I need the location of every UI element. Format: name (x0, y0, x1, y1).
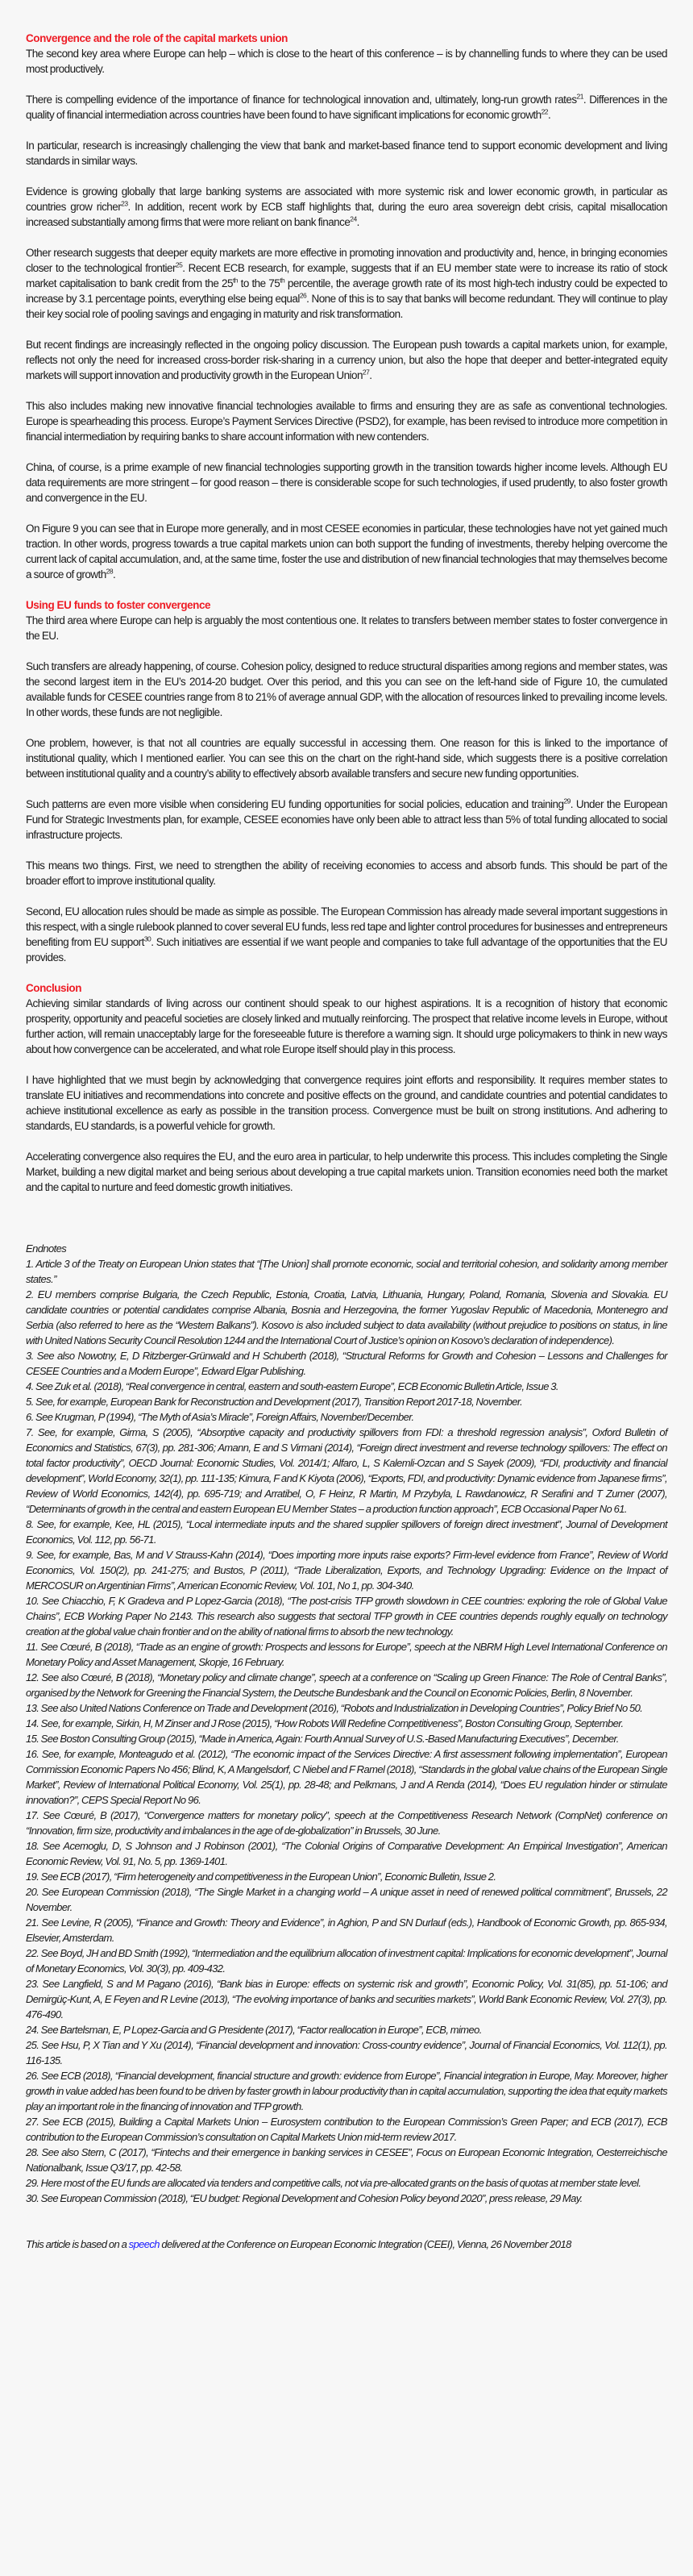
text-run: On Figure 9 you can see that in Europe more generally, and in most CESEE economies in particular, these technologies have not yet gained much traction. In other words, progress towards a true capital markets union can both support the funding of investments, thereby helping overcome the current lack of capital accumulation, and, at the same time, foster the use and distribution of new financial technologies that may themselves become a source of growth (26, 522, 667, 581)
footnote-ref: th (232, 276, 238, 285)
endnote-item: 5. See, for example, European Bank for Reconstruction and Development (2017), Transition Report 2017-18, November. (26, 1396, 523, 1408)
section-heading: Using EU funds to foster convergence (26, 599, 211, 611)
footnote-ref: 23 (121, 199, 128, 208)
endnote-item: 8. See, for example, Kee, HL (2015), “Local intermediate inputs and the shared supplier spillovers of foreign direct investment”, Journal of Development Economics, Vol. 112, pp. 56-71. (26, 1518, 667, 1546)
footnote-ref: 22 (541, 107, 548, 116)
text-run: There is compelling evidence of the importance of finance for technological innovation and, ultimately, long-run growth rates (26, 94, 577, 106)
footnote-ref: 21 (576, 92, 583, 101)
text-run: The second key area where Europe can help – which is close to the heart of this conference – is by channelling funds to where they can be used most productively. (26, 48, 667, 75)
endnote-item: 12. See also Cœuré, B (2018), “Monetary policy and climate change”, speech at a conference on “Scaling up Green Finance: The Role of Central Banks”, organised by the Network for Greening the Financial System, the Deutsche Bundesbank and the Council on Economic Policies, Berlin, 8 November. (26, 1671, 667, 1699)
footnote-ref: 29 (563, 797, 571, 805)
text-run: One problem, however, is that not all countries are equally successful in accessing them. One reason for this is linked to the importance of institutional quality, which I mentioned earlier. You can see this on the chart on the right-hand side, which suggests there is a positive correlation between institutional quality and a country’s ability to effectively absorb available transfers and secure new funding opportunities. (26, 737, 667, 780)
text-run: Other research suggests that deeper equity markets are more effective in promoting innovation and productivity and, hence, in bringing economies closer to the technological frontier (26, 247, 667, 274)
endnote-item: 20. See European Commission (2018), “The Single Market in a changing world – A unique asset in need of renewed political commitment”, Brussels, 22 November. (26, 1886, 667, 1913)
paragraph (26, 460, 667, 506)
paragraph (26, 46, 667, 77)
endnote-item: 4. See Zuk et al. (2018), “Real convergence in central, eastern and south-eastern Europe”, ECB Economic Bulletin Article, Issue 3. (26, 1380, 558, 1392)
endnote-item: 25. See Hsu, P, X Tian and Y Xu (2014), “Financial development and innovation: Cross-country evidence”, Journal of Financial Economics, Vol. 112(1), pp. 116-135. (26, 2039, 667, 2066)
footnote-ref: 24 (350, 214, 357, 223)
text-run: . (547, 109, 551, 121)
paragraph (26, 1149, 667, 1195)
paragraph (26, 184, 667, 230)
endnote-item: 9. See, for example, Bas, M and V Strauss-Kahn (2014), “Does importing more inputs raise exports? Firm-level evidence from France”, Review of World Economics, Vol. 150(2), pp. 241-275; and Bustos, P (2011), “Trade Liberalization, Exports, and Technology Upgrading: Evidence on the Impact of MERCOSUR on Argentinian Firms”, American Economic Review, Vol. 101, No 1, pp. 304-340. (26, 1549, 667, 1592)
endnote-item: 17. See Cœuré, B (2017), “Convergence matters for monetary policy”, speech at the Competitiveness Research Network (CompNet) conference on “Innovation, firm size, productivity and imbalances in the age of de-globalization” in Brussels, 30 June. (26, 1809, 667, 1837)
text-run: percentile, the average growth rate of its most high-tech industry could be expected to increase by 3.1 percentage points, everything else being equal (26, 277, 667, 305)
paragraph (26, 797, 667, 843)
endnote-item: 21. See Levine, R (2005), “Finance and Growth: Theory and Evidence”, in Aghion, P and SN Durlauf (eds.), Handbook of Economic Growth, pp. 865-934, Elsevier, Amsterdam. (26, 1916, 667, 1944)
endnote-item: 10. See Chiacchio, F, K Gradeva and P Lopez-Garcia (2018), “The post-crisis TFP growth slowdown in CEE countries: exploring the role of Global Value Chains”, ECB Working Paper No 2143. This research also suggests that sectoral TFP growth in CEE countries depends roughly equally on technology creation at the global value chain frontier and on the ability of national firms to absorb the new technology. (26, 1595, 667, 1638)
source-note-prefix: This article is based on a (26, 2238, 129, 2250)
endnote-item: 3. See also Nowotny, E, D Ritzberger-Grünwald and H Schuberth (2018), “Structural Reforms for Growth and Cohesion – Lessons and Challenges for CESEE Countries and a Modern Europe”, Edward Elgar Publishing. (26, 1350, 667, 1377)
text-run: . (113, 568, 116, 581)
text-run: . Differences in the quality of financial intermediation across countries have been found to have significant implications for economic growth (26, 94, 667, 121)
endnote-item: 14. See, for example, Sirkin, H, M Zinser and J Rose (2015), “How Robots Will Redefine Competitiveness”, Boston Consulting Group, September. (26, 1717, 624, 1729)
text-run: Achieving similar standards of living across our continent should speak to our highest aspirations. It is a recognition of history that economic prosperity, opportunity and peaceful societies are closely linked and mutually reinforcing. The prospect that relative income levels in Europe, without further action, will remain unacceptably large for the foreseeable future is therefore a warning sign. It should urge policymakers to think in new ways about how convergence can be accelerated, and what role Europe itself should play in this process. (26, 997, 667, 1055)
text-run: Such transfers are already happening, of course. Cohesion policy, designed to reduce structural disparities among regions and member states, was the second largest item in the EU’s 2014-20 budget. Over this period, and this you can see on the left-hand side of Figure 10, the cumulated available funds for CESEE countries range from 8 to 21% of average annual GDP, with the allocation of resources linked to prevailing income levels. In other words, these funds are not negligible. (26, 660, 667, 718)
text-run: Such patterns are even more visible when considering EU funding opportunities for social policies, education and training (26, 798, 564, 810)
endnote-list (26, 1256, 667, 2206)
endnote-item: 26. See ECB (2018), “Financial development, financial structure and growth: evidence from Europe”, Financial integration in Europe, May. Moreover, higher growth in value added has been found to be driven by faster growth in labour productivity than in capital accumulation, supporting the idea that equity markets play an important role in the financing of innovation and TFP growth. (26, 2070, 667, 2112)
paragraph (26, 138, 667, 169)
text-run: I have highlighted that we must begin by acknowledging that convergence requires joint efforts and responsibility. It requires member states to translate EU initiatives and recommendations into concrete and positive effects on the ground, and candidate countries and potential candidates to achieve institutional excellence as early as possible in the transition process. Convergence must be built on strong institutions. And adhering to standards, EU standards, is a powerful vehicle for growth. (26, 1074, 667, 1132)
section (26, 31, 667, 582)
endnote-item: 16. See, for example, Monteagudo et al. (2012), “The economic impact of the Services Directive: A first assessment following implementation”, European Commission Economic Papers No 456; Blind, K, A Mangelsdorf, C Niebel and F Ramel (2018), “Standards in the global value chains of the European Single Market”, Review of International Political Economy, Vol. 25(1), pp. 28-48; and Pelkmans, J and A Renda (2014), “Does EU regulation hinder or stimulate innovation?”, CEPS Special Report No 96. (26, 1748, 667, 1806)
endnote-item: 11. See Cœuré, B (2018), “Trade as an engine of growth: Prospects and lessons for Europe”, speech at the NBRM High Level International Conference on Monetary Policy and Asset Management, Skopje, 16 February. (26, 1641, 667, 1668)
text-run: Second, EU allocation rules should be made as simple as possible. The European Commission has already made several important suggestions in this respect, with a single rulebook planned to cover several EU funds, less red tape and lighter control procedures for businesses and entrepreneurs benefiting from EU support (26, 905, 667, 948)
source-note (26, 2237, 667, 2252)
paragraph (26, 996, 667, 1057)
paragraph (26, 735, 667, 781)
endnote-item: 29. Here most of the EU funds are allocated via tenders and competitive calls, not via pre-allocated grants on the basis of quotas at member state level. (26, 2177, 641, 2189)
footnote-ref: th (280, 276, 285, 285)
endnote-item: 13. See also United Nations Conference on Trade and Development (2016), “Robots and Industrialization in Developing Countries”, Policy Brief No 50. (26, 1702, 643, 1714)
footnote-ref: 30 (143, 934, 151, 943)
source-note-suffix: delivered at the Conference on European Economic Integration (CEEI), Vienna, 26 November 2018 (159, 2238, 571, 2250)
endnote-item: 24. See Bartelsman, E, P Lopez-Garcia and G Presidente (2017), “Factor reallocation in Europe”, ECB, mimeo. (26, 2024, 482, 2036)
text-run: Accelerating convergence also requires the EU, and the euro area in particular, to help underwrite this process. This includes completing the Single Market, building a new digital market and being serious about developing a true capital markets union. Transition economies need both the market and the capital to nurture and feed domestic growth initiatives. (26, 1151, 667, 1193)
text-run: . Under the European Fund for Strategic Investments plan, for example, CESEE economies have only been able to attract less than 5% of total funding allocated to social infrastructure projects. (26, 798, 668, 841)
endnote-item: 18. See Acemoglu, D, S Johnson and J Robinson (2001), “The Colonial Origins of Comparative Development: An Empirical Investigation”, American Economic Review, Vol. 91, No. 5, pp. 1369-1401. (26, 1840, 667, 1867)
paragraph (26, 1072, 667, 1134)
endnote-item: 15. See Boston Consulting Group (2015), “Made in America, Again: Fourth Annual Survey of U.S.-Based Manufacturing Executives”, December. (26, 1733, 619, 1745)
text-run: But recent findings are increasingly reflected in the ongoing policy discussion. The European push towards a capital markets union, for example, reflects not only the need for increased cross-border risk-sharing in a currency union, but also the hope that deeper and better-integrated equity markets will support innovation and productivity growth in the European Union (26, 339, 667, 381)
text-run: In particular, research is increasingly challenging the view that bank and market-based finance tend to support economic development and living standards in similar ways. (26, 139, 667, 167)
endnote-item: 28. See also Stern, C (2017), “Fintechs and their emergence in banking services in CESEE”, Focus on European Economic Integration, Oesterreichische Nationalbank, Issue Q3/17, pp. 42-58. (26, 2146, 667, 2174)
text-run: China, of course, is a prime example of new financial technologies supporting growth in the transition towards higher income levels. Although EU data requirements are more stringent – for good reason – there is considerable scope for such technologies, if used prudently, to also foster growth and convergence in the EU. (26, 461, 667, 504)
text-run: . Such initiatives are essential if we want people and companies to take full advantage of the opportunities that the EU provides. (26, 936, 667, 963)
footnote-ref: 27 (362, 368, 370, 377)
endnote-item: 2. EU members comprise Bulgaria, the Czech Republic, Estonia, Croatia, Latvia, Lithuania, Hungary, Poland, Romania, Slovenia and Slovakia. EU candidate countries or potential candidates comprise Albania, Bosnia and Herzegovina, the former Yugoslav Republic of Macedonia, Montenegro and Serbia (also referred to here as the “Western Balkans”). Kosovo is also included subject to data availability (without prejudice to positions on status, in line with United Nations Security Council Resolution 1244 and the International Court of Justice’s opinion on Kosovo’s declaration of independence). (26, 1288, 667, 1346)
text-run: . (369, 369, 372, 381)
section-heading: Conclusion (26, 982, 81, 994)
paragraph (26, 398, 667, 444)
paragraph (26, 858, 667, 888)
paragraph (26, 659, 667, 720)
paragraph (26, 613, 667, 643)
text-run: The third area where Europe can help is arguably the most contentious one. It relates to transfers between member states to foster convergence in the EU. (26, 614, 667, 642)
endnote-item: 22. See Boyd, JH and BD Smith (1992), “Intermediation and the equilibrium allocation of investment capital: Implications for economic development”, Journal of Monetary Economics, Vol. 30(3), pp. 409-432. (26, 1947, 667, 1975)
article-body (26, 31, 667, 1195)
section (26, 597, 667, 965)
endnotes-title: Endnotes (26, 1242, 67, 1255)
footnote-ref: 25 (175, 260, 183, 269)
paragraph (26, 337, 667, 383)
endnote-item: 30. See European Commission (2018), “EU budget: Regional Development and Cohesion Policy beyond 2020”, press release, 29 May. (26, 2192, 583, 2204)
paragraph (26, 521, 667, 582)
text-run: to the 75 (237, 277, 280, 289)
endnote-item: 19. See ECB (2017), “Firm heterogeneity and competitiveness in the European Union”, Economic Bulletin, Issue 2. (26, 1871, 496, 1883)
text-run: . Recent ECB research, for example, suggests that if an EU member state were to increase its ratio of stock market capitalisation to bank credit from the 25 (26, 262, 668, 289)
footnote-ref: 26 (299, 291, 307, 300)
text-run: Evidence is growing globally that large banking systems are associated with more systemic risk and lower economic growth, in particular as countries grow richer (26, 185, 667, 213)
paragraph (26, 92, 667, 123)
endnote-item: 23. See Langfield, S and M Pagano (2016), “Bank bias in Europe: effects on systemic risk and growth”, Economic Policy, Vol. 31(85), pp. 51-106; and Demirgüç-Kunt, A, E Feyen and R Levine (2013), “The evolving importance of banks and securities markets”, World Bank Economic Review, Vol. 27(3), pp. 476-490. (26, 1978, 667, 2020)
footnote-ref: 28 (106, 567, 114, 576)
speech-link[interactable]: speech (128, 2238, 160, 2250)
endnote-item: 6. See Krugman, P (1994), “The Myth of Asia’s Miracle”, Foreign Affairs, November/December. (26, 1411, 414, 1423)
section (26, 980, 667, 1195)
endnote-item: 1. Article 3 of the Treaty on European Union states that “[The Union] shall promote economic, social and territorial cohesion, and solidarity among member states.” (26, 1258, 667, 1285)
text-run: . (356, 216, 359, 228)
text-run: . None of this is to say that banks will become redundant. They will continue to play their key social role of pooling savings and engaging in maturity and risk transformation. (26, 293, 667, 320)
text-run: . In addition, recent work by ECB staff highlights that, during the euro area sovereign debt crisis, capital misallocation increased substantially among firms that were more reliant on bank finance (26, 201, 668, 228)
text-run: This also includes making new innovative financial technologies available to firms and ensuring they are as safe as conventional technologies. Europe is spearheading this process. Europe’s Payment Services Directive (PSD2), for example, has been revised to introduce more competition in financial intermediation by requiring banks to share account information with new contenders. (26, 400, 667, 443)
endnote-item: 7. See, for example, Girma, S (2005), “Absorptive capacity and productivity spillovers from FDI: a threshold regression analysis”, Oxford Bulletin of Economics and Statistics, 67(3), pp. 281-306; Amann, E and S Virmani (2014), “Foreign direct investment and reverse technology spillovers: The effect on total factor productivity”, OECD Journal: Economic Studies, Vol. 2014/1; Alfaro, L, S Kalemli-Ozcan and S Sayek (2009), “FDI, productivity and financial development”, World Economy, 32(1), pp. 111-135; Kimura, F and K Kiyota (2006), “Exports, FDI, and productivity: Dynamic evidence from Japanese firms”, Review of World Economics, 142(4), pp. 695-719; and Arratibel, O, F Heinz, R Martin, M Przybyla, L Rawdanowicz, R Serafini and T Zumer (2007), “Determinants of growth in the central and eastern European EU Member States – a production function approach”, ECB Occasional Paper No 61. (26, 1426, 667, 1515)
paragraph (26, 245, 667, 322)
paragraph (26, 904, 667, 965)
endnotes (26, 1241, 667, 2206)
section-heading: Convergence and the role of the capital markets union (26, 32, 288, 44)
endnote-item: 27. See ECB (2015), Building a Capital Markets Union – Eurosystem contribution to the European Commission’s Green Paper; and ECB (2017), ECB contribution to the European Commission’s consultation on Capital Markets Union mid-term review 2017. (26, 2116, 667, 2143)
text-run: This means two things. First, we need to strengthen the ability of receiving economies to access and absorb funds. This should be part of the broader effort to improve institutional quality. (26, 859, 667, 887)
